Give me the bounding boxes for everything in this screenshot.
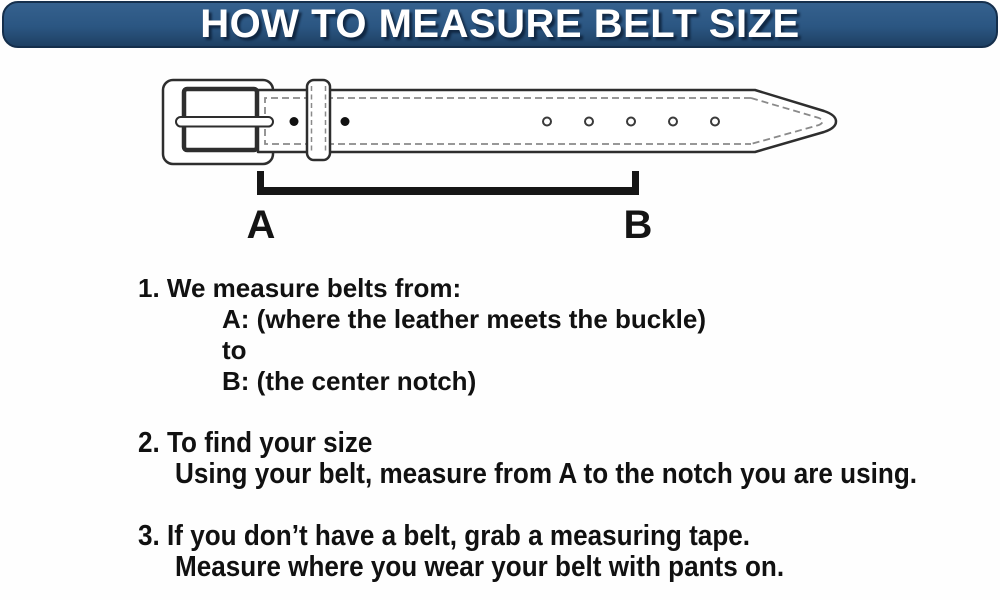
snap-rivet-right bbox=[341, 117, 350, 126]
notch-hole-5 bbox=[711, 118, 719, 126]
notch-hole-4 bbox=[669, 118, 677, 126]
bracket-bar bbox=[257, 187, 639, 195]
instructions bbox=[138, 273, 968, 583]
snap-rivet-left bbox=[290, 117, 299, 126]
belt-keeper-loop bbox=[307, 80, 330, 160]
bracket-right-tick bbox=[632, 171, 639, 195]
page-title: HOW TO MEASURE BELT SIZE bbox=[200, 2, 800, 46]
notch-hole-2 bbox=[585, 118, 593, 126]
instruction-1-point-b: B: (the center notch) bbox=[222, 366, 477, 396]
instruction-3-detail: Measure where you wear your belt with pants on. bbox=[175, 551, 785, 583]
instruction-3-heading: 3. If you don’t have a belt, grab a measuring tape. bbox=[138, 520, 751, 552]
instruction-1 bbox=[138, 273, 968, 397]
instruction-1-heading: 1. We measure belts from: bbox=[138, 273, 462, 303]
buckle-prong bbox=[176, 117, 273, 127]
instruction-2-detail: Using your belt, measure from A to the notch you are using. bbox=[175, 458, 918, 490]
instruction-3 bbox=[138, 521, 968, 583]
notch-hole-1 bbox=[543, 118, 551, 126]
instruction-1-point-a: A: (where the leather meets the buckle) bbox=[222, 304, 707, 334]
measure-bracket bbox=[257, 171, 639, 195]
label-a: A bbox=[246, 203, 276, 247]
label-b: B bbox=[623, 203, 653, 247]
instruction-2-heading: 2. To find your size bbox=[138, 427, 373, 459]
instruction-1-to: to bbox=[222, 335, 247, 365]
instruction-2 bbox=[138, 428, 968, 490]
notch-hole-3 bbox=[627, 118, 635, 126]
